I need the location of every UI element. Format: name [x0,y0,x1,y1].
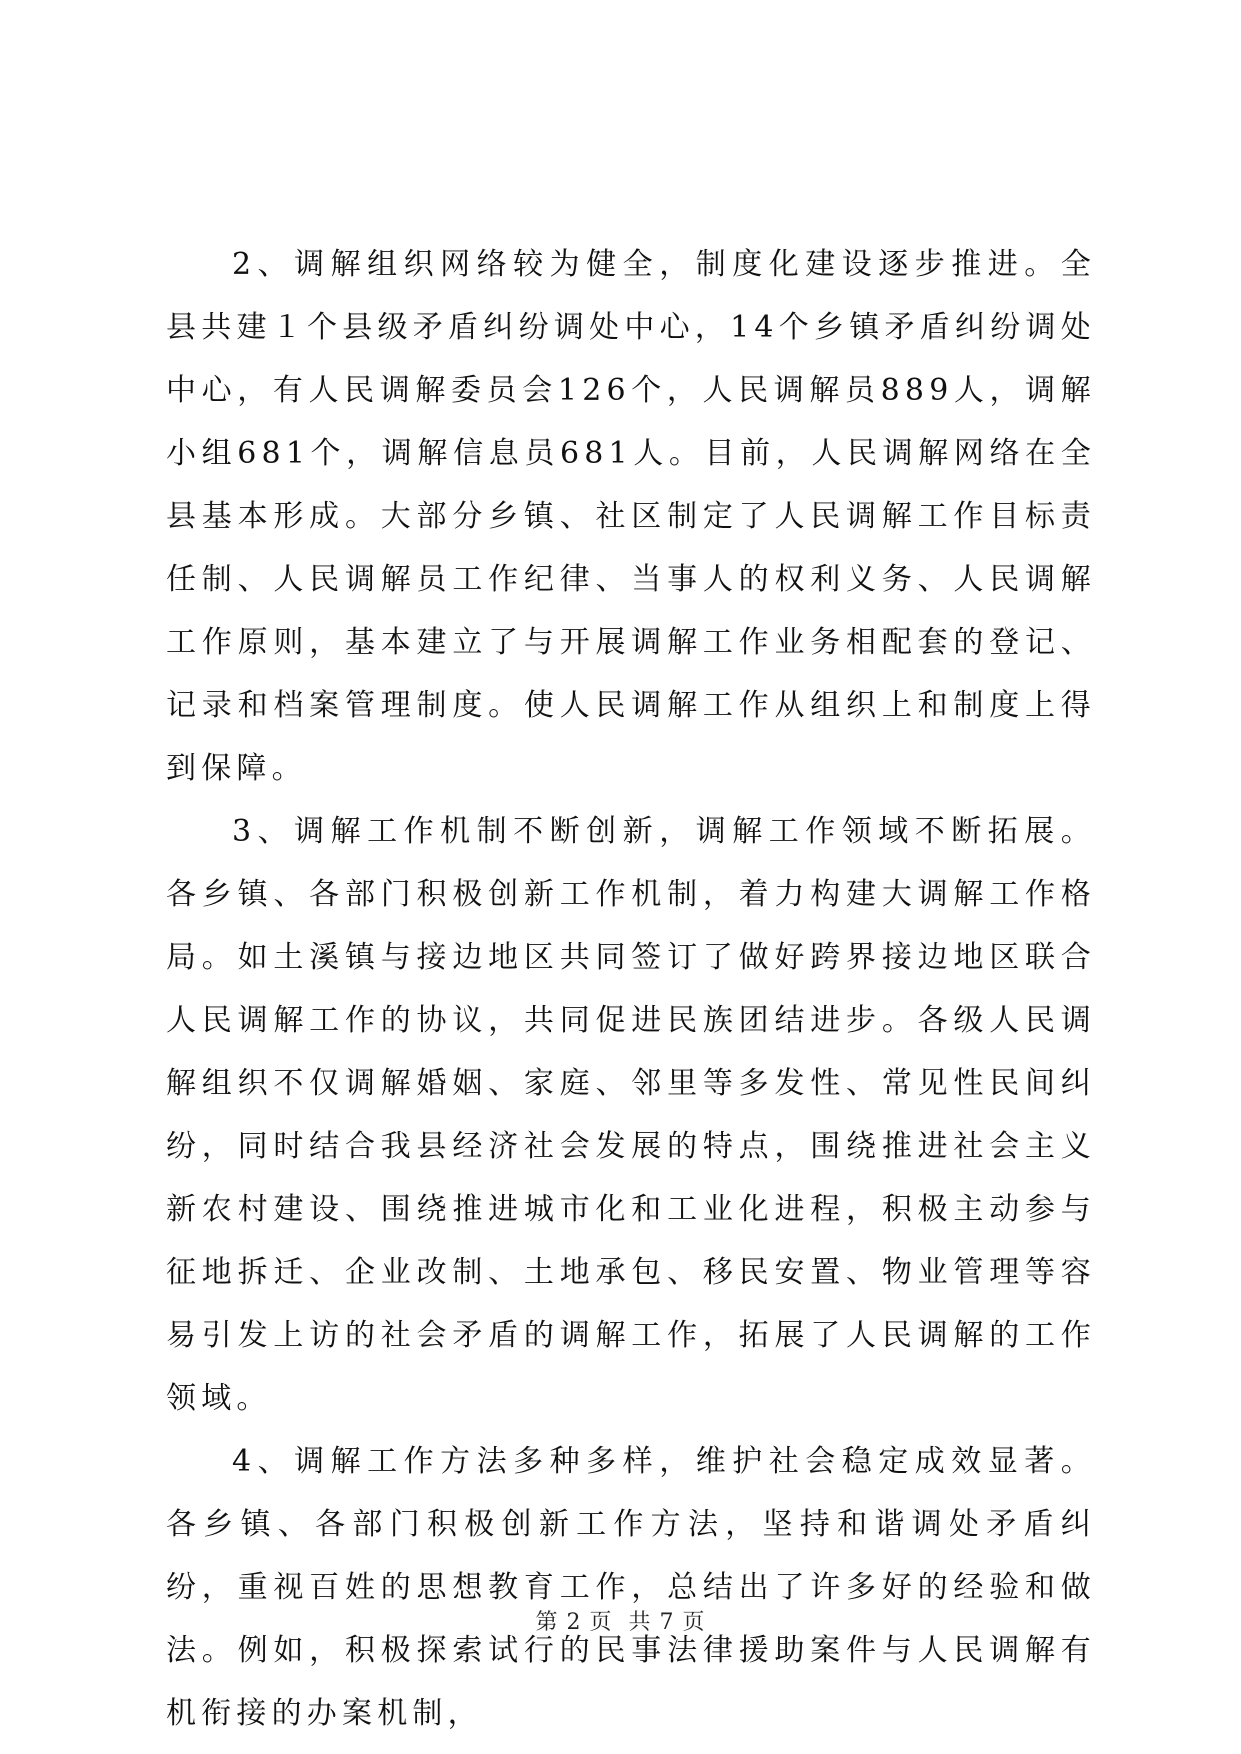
paragraph-3: 3、调解工作机制不断创新，调解工作领域不断拓展。各乡镇、各部门积极创新工作机制，着力构建大调解工作格局。如土溪镇与接边地区共同签订了做好跨界接边地区联合人民调解工作的协议，共同促进民族团结进步。各级人民调解组织不仅调解婚姻、家庭、邻里等多发性、常见性民间纠纷，同时结合我县经济社会发展的特点，围绕推进社会主义新农村建设、围绕推进城市化和工业化进程，积极主动参与征地拆迁、企业改制、土地承包、移民安置、物业管理等容易引发上访的社会矛盾的调解工作，拓展了人民调解的工作领域。 [166,814,1096,1416]
page-footer [0,1605,1241,1636]
paragraph-4: 4、调解工作方法多种多样，维护社会稳定成效显著。各乡镇、各部门积极创新工作方法，坚持和谐调处矛盾纠纷，重视百姓的思想教育工作，总结出了许多好的经验和做法。例如，积极探索试行的民事法律援助案件与人民调解有机衔接的办案机制， [166,1444,1096,1731]
page-total: 共 7 页 [628,1610,706,1635]
document-body [166,233,1096,1745]
paragraph-2: 2、调解组织网络较为健全，制度化建设逐步推进。全县共建１个县级矛盾纠纷调处中心，14个乡镇矛盾纠纷调处中心，有人民调解委员会126个，人民调解员889人，调解小组681个，调解信息员681人。目前，人民调解网络在全县基本形成。大部分乡镇、社区制定了人民调解工作目标责任制、人民调解员工作纪律、当事人的权利义务、人民调解工作原则，基本建立了与开展调解工作业务相配套的登记、记录和档案管理制度。使人民调解工作从组织上和制度上得到保障。 [166,247,1096,786]
page-number: 第 2 页 [535,1610,613,1635]
